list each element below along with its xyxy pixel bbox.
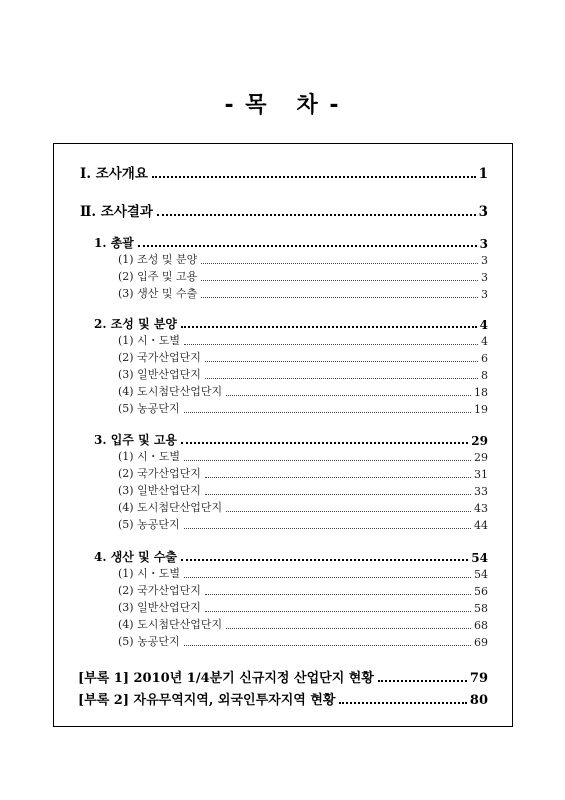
toc-label: (4) 도시첨단산업단지 xyxy=(118,385,223,398)
toc-page-number: 54 xyxy=(474,568,488,581)
toc-page-number: 79 xyxy=(469,671,488,686)
toc-page-number: 4 xyxy=(481,335,488,348)
toc-label: (3) 일반산업단지 xyxy=(118,484,201,497)
toc-page-number: 54 xyxy=(471,551,488,565)
toc-label: [부록 2] 자유무역지역, 외국인투자지역 현황 xyxy=(78,693,336,708)
toc-label: 4. 생산 및 수출 xyxy=(94,550,178,564)
toc-subentry[interactable] xyxy=(118,448,488,464)
toc-label: (4) 도시첨단산업단지 xyxy=(118,618,223,631)
toc-label: 3. 입주 및 고용 xyxy=(94,433,178,447)
toc-label: 1. 총괄 xyxy=(94,236,134,250)
toc-label: (1) 조성 및 분양 xyxy=(118,253,198,266)
toc-label: (1) 시・도별 xyxy=(118,334,180,347)
toc-subentry[interactable] xyxy=(118,383,488,399)
toc-subentry[interactable] xyxy=(118,582,488,598)
toc-page-number: 3 xyxy=(481,271,488,284)
toc-page-number: 69 xyxy=(474,636,488,649)
toc-page-number: 3 xyxy=(481,254,488,267)
leader-dots xyxy=(205,594,471,595)
toc-subentry[interactable] xyxy=(118,349,488,365)
leader-dots xyxy=(184,528,471,529)
toc-subentry[interactable] xyxy=(118,268,488,284)
toc-subentry[interactable] xyxy=(118,366,488,382)
leader-dots xyxy=(201,297,478,298)
leader-dots xyxy=(138,245,477,247)
toc-page-number: 29 xyxy=(474,451,488,464)
toc-label: Ⅰ. 조사개요 xyxy=(80,166,148,182)
toc-page-number: 1 xyxy=(478,166,488,182)
toc-page-number: 58 xyxy=(474,602,488,615)
leader-dots xyxy=(378,680,467,682)
toc-page-number: 18 xyxy=(474,386,488,399)
leader-dots xyxy=(205,378,478,379)
leader-dots xyxy=(181,326,477,328)
toc-label: 2. 조성 및 분양 xyxy=(94,317,178,331)
toc-subentry[interactable] xyxy=(118,285,488,301)
leader-dots xyxy=(226,628,471,629)
leader-dots xyxy=(226,511,471,512)
toc-label: (2) 국가산업단지 xyxy=(118,584,201,597)
leader-dots xyxy=(201,280,478,281)
toc-subentry[interactable] xyxy=(118,465,488,481)
toc-page-number: 3 xyxy=(479,237,488,251)
toc-label: (2) 국가산업단지 xyxy=(118,467,201,480)
leader-dots xyxy=(226,395,471,396)
toc-entry-sec1[interactable] xyxy=(80,162,488,182)
leader-dots xyxy=(205,494,471,495)
toc-entry-s1[interactable] xyxy=(94,234,488,251)
toc-page-number: 44 xyxy=(474,519,488,532)
leader-dots xyxy=(201,263,478,264)
toc-label: (5) 농공단지 xyxy=(118,518,180,531)
leader-dots xyxy=(339,702,466,704)
toc-page-number: 6 xyxy=(481,352,488,365)
leader-dots xyxy=(205,361,478,362)
title-right: 차 - xyxy=(296,93,341,118)
toc-label: (3) 일반산업단지 xyxy=(118,601,201,614)
toc-label: Ⅱ. 조사결과 xyxy=(80,204,153,220)
leader-dots xyxy=(184,412,471,413)
toc-label: (2) 국가산업단지 xyxy=(118,351,201,364)
leader-dots xyxy=(184,344,478,345)
leader-dots xyxy=(157,214,476,216)
toc-label: (4) 도시첨단산업단지 xyxy=(118,501,223,514)
toc-page-number: 3 xyxy=(478,204,488,220)
toc-subentry[interactable] xyxy=(118,633,488,649)
page-title xyxy=(0,88,565,119)
toc-subentry[interactable] xyxy=(118,251,488,267)
toc-page-number: 43 xyxy=(474,502,488,515)
toc-subentry[interactable] xyxy=(118,565,488,581)
toc-entry-appendix1[interactable] xyxy=(78,667,488,686)
toc-label: (1) 시・도별 xyxy=(118,450,180,463)
toc-entry-s4[interactable] xyxy=(94,548,488,565)
toc-page-number: 31 xyxy=(474,468,488,481)
toc-subentry[interactable] xyxy=(118,499,488,515)
toc-subentry[interactable] xyxy=(118,400,488,416)
toc-page-number: 56 xyxy=(474,585,488,598)
toc-subentry[interactable] xyxy=(118,516,488,532)
toc-subentry[interactable] xyxy=(118,616,488,632)
toc-page-number: 19 xyxy=(474,403,488,416)
toc-label: (5) 농공단지 xyxy=(118,635,180,648)
toc-entry-sec2[interactable] xyxy=(80,200,488,220)
toc-page-number: 80 xyxy=(469,693,488,708)
leader-dots xyxy=(181,442,468,444)
toc-page-number: 33 xyxy=(474,485,488,498)
toc-label: (1) 시・도별 xyxy=(118,567,180,580)
title-left: - 목 xyxy=(224,93,269,118)
leader-dots xyxy=(205,611,471,612)
leader-dots xyxy=(184,460,471,461)
toc-entry-s3[interactable] xyxy=(94,431,488,448)
toc-subentry[interactable] xyxy=(118,332,488,348)
leader-dots xyxy=(184,577,471,578)
leader-dots xyxy=(184,645,471,646)
toc-page-number: 3 xyxy=(481,288,488,301)
toc-subentry[interactable] xyxy=(118,482,488,498)
leader-dots xyxy=(181,559,468,561)
toc-page-number: 29 xyxy=(471,434,488,448)
toc-label: (2) 입주 및 고용 xyxy=(118,270,198,283)
toc-label: [부록 1] 2010년 1/4분기 신규지정 산업단지 현황 xyxy=(78,671,374,686)
leader-dots xyxy=(205,477,471,478)
toc-entry-s2[interactable] xyxy=(94,315,488,332)
toc-label: (3) 생산 및 수출 xyxy=(118,287,198,300)
toc-page-number: 68 xyxy=(474,619,488,632)
toc-box xyxy=(53,143,513,727)
leader-dots xyxy=(152,176,476,178)
toc-page-number: 4 xyxy=(479,318,488,332)
toc-entry-appendix2[interactable] xyxy=(78,689,488,708)
toc-page-number: 8 xyxy=(481,369,488,382)
toc-label: (5) 농공단지 xyxy=(118,402,180,415)
toc-subentry[interactable] xyxy=(118,599,488,615)
toc-label: (3) 일반산업단지 xyxy=(118,368,201,381)
